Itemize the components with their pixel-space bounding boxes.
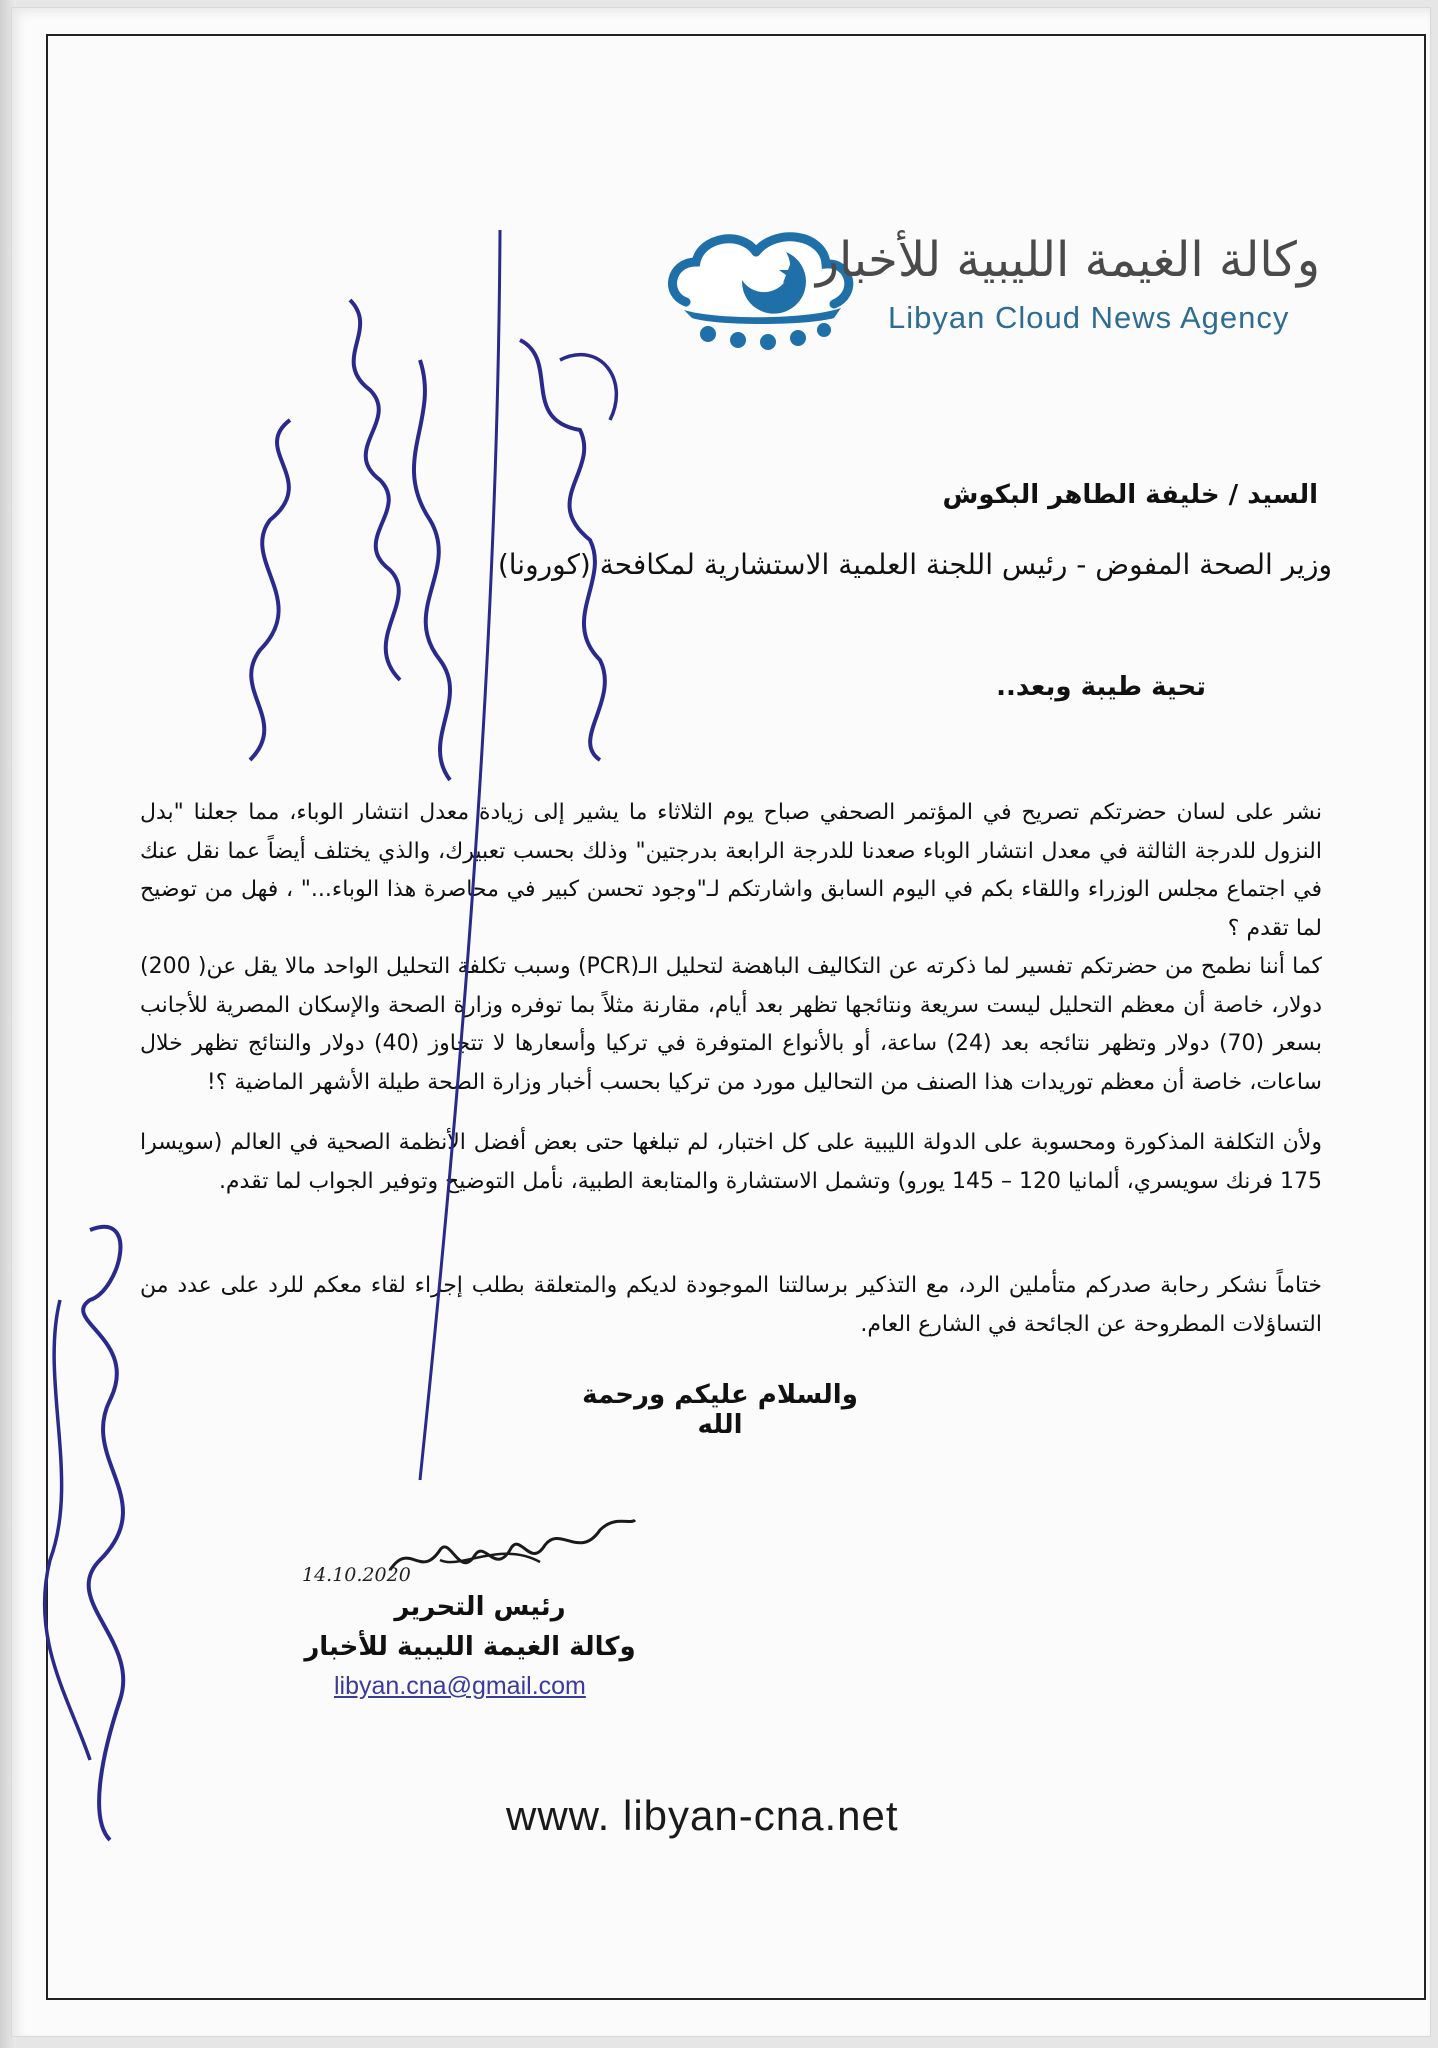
body-paragraph-4 (140, 1267, 1322, 1344)
signer-title: رئيس التحرير (394, 1592, 566, 1622)
agency-name-arabic: وكالة الغيمة الليبية للأخبار (815, 232, 1320, 288)
recipient-name: السيد / خليفة الطاهر البكوش (942, 480, 1318, 510)
website-url[interactable]: www. libyan-cna.net (506, 1792, 899, 1839)
contact-email-link[interactable]: libyan.cna@gmail.com (334, 1672, 586, 1700)
body-paragraph-3 (140, 1124, 1322, 1201)
body-paragraph-2 (140, 948, 1322, 1102)
editor-signature (380, 1500, 640, 1600)
paragraph-text: نشر على لسان حضرتكم تصريح في المؤتمر الصحفي صباح يوم الثلاثاء ما يشير إلى زيادة معدل انتشار الوباء، مما جعلنا "بدل النزول للدرجة الثالثة في معدل انتشار الوباء صعدنا للدرجة الرابعة بدرجتين" وذلك بحسب تعبيرك، والذي يختلف أيضاً عما نقل عنك في اجتماع مجلس الوزراء واللقاء بكم في اليوم السابق واشارتكم لـ"وجود تحسن كبير في محاصرة هذا الوباء..." ، فهل من توضيح لما تقدم ؟ (140, 800, 1322, 941)
greeting: تحية طيبة وبعد.. (996, 672, 1206, 702)
body-paragraph-1 (140, 794, 1322, 948)
paragraph-text: ولأن التكلفة المذكورة ومحسوبة على الدولة الليبية على كل اختبار، لم تبلغها حتى بعض أفضل الأنظمة الصحية في العالم (سويسرا 175 فرنك سويسري، ألمانيا 120 – 145 يورو) وتشمل الاستشارة والمتابعة الطبية، نأمل التوضيح وتوفير الجواب لما تقدم. (140, 1130, 1322, 1194)
agency-name-english: Libyan Cloud News Agency (888, 300, 1290, 335)
paragraph-text: كما أننا نطمح من حضرتكم تفسير لما ذكرته عن التكاليف الباهضة لتحليل الـ(PCR) وسبب تكلفة التحليل الواحد مالا يقل عن( 200) دولار، خاصة أن معظم التحليل ليست سريعة ونتائجها تظهر بعد أيام، مقارنة مثلاً بما توفره وزارة الصحة والإسكان المصرية للأجانب بسعر (70) دولار وتظهر نتائجه بعد (24) ساعة، أو بالأنواع المتوفرة في تركيا وأسعارها لا تتجاوز (40) دولار والنتائج تظهر خلال ساعات، خاصة أن معظم توريدات هذا الصنف من التحاليل مورد من تركيا بحسب أخبار وزارة الصحة طيلة الأشهر الماضية ؟! (140, 954, 1323, 1095)
recipient-title: وزير الصحة المفوض - رئيس اللجنة العلمية الاستشارية لمكافحة (كورونا) (497, 548, 1332, 581)
signer-organization: وكالة الغيمة الليبية للأخبار (304, 1632, 636, 1662)
signature-date: 14.10.2020 (302, 1564, 411, 1586)
paragraph-text: ختاماً نشكر رحابة صدركم متأملين الرد، مع التذكير برسالتنا الموجودة لديكم والمتعلقة بطلب إجراء لقاء معكم للرد على عدد من التساؤلات المطروحة عن الجائحة في الشارع العام. (140, 1273, 1322, 1337)
closing-salutation: والسلام عليكم ورحمة الله (582, 1380, 858, 1440)
